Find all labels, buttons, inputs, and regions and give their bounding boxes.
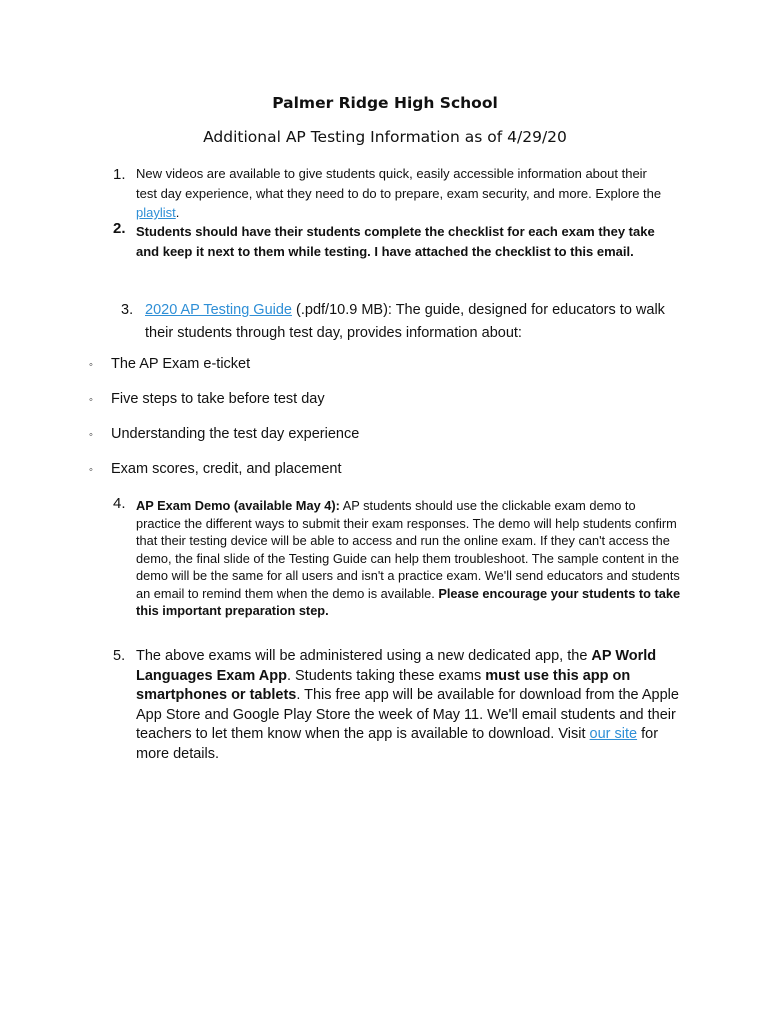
item-text: [136, 647, 684, 764]
document-subtitle: Additional AP Testing Information as of 4/29/20: [203, 128, 567, 146]
bullet-text: The AP Exam e-ticket: [111, 356, 251, 372]
app-requirement: must use this app on smartphones or tablets: [136, 667, 631, 703]
item-text: [136, 164, 664, 223]
app-text-2: . Students taking these exams: [286, 667, 486, 684]
app-text-3: . This free app will be available for download from the Apple App Store and Google Play Store the week of May 11. We'll email students and their teachers to let them know when the app is available to download. Visit: [136, 687, 679, 742]
item-number: 4.: [113, 495, 126, 512]
bullet-mark: ◦: [89, 464, 93, 476]
item-number: 1.: [113, 166, 126, 183]
demo-heading: AP Exam Demo (available May 4):: [136, 498, 340, 513]
item-number: 2.: [113, 220, 126, 237]
item-text-tail: (.pdf/10.9 MB): The guide, designed for educators to walk their students through test day, provides information about:: [145, 302, 665, 341]
item-text: Students should have their students complete the checklist for each exam they take and keep it next to them while testing. I have attached the checklist to this email.: [136, 224, 655, 259]
bullet-mark: ◦: [89, 429, 93, 441]
item-text-tail: .: [175, 205, 180, 220]
our-site-link[interactable]: our site: [589, 726, 638, 742]
bullet-text: Understanding the test day experience: [111, 426, 360, 442]
item-text-lead: New videos are available to give students quick, easily accessible information about their test day experience, what they need to do to prepare, exam security, and more. Explore the: [136, 166, 662, 201]
bullet-mark: ◦: [89, 359, 93, 371]
app-name: AP World Languages Exam App: [136, 648, 657, 684]
item-number: 3.: [121, 302, 134, 318]
item-text: [145, 299, 665, 345]
bullet-text: Five steps to take before test day: [111, 391, 325, 407]
document-title: Palmer Ridge High School: [272, 94, 498, 112]
demo-text: AP students should use the clickable exam demo to practice the different ways to submit their exam responses. The demo will help students confirm that their testing device will be able to access and run the online exam. If they can't access the demo, the final slide of the Testing Guide can help them troubleshoot. The sample content in the demo will be the same for all users and isn't a practice exam. We'll send educators and students an email to remind them when the demo is available.: [136, 498, 680, 601]
bullet-mark: ◦: [89, 394, 93, 406]
demo-callout: Please encourage your students to take this important preparation step.: [136, 585, 681, 618]
bullet-text: Exam scores, credit, and placement: [111, 461, 342, 477]
app-text-4: for more details.: [136, 726, 659, 762]
app-text-1: The above exams will be administered using a new dedicated app, the: [136, 648, 592, 664]
ap-testing-guide-link[interactable]: 2020 AP Testing Guide: [145, 302, 292, 318]
item-number: 5.: [113, 648, 126, 664]
item-text: [136, 497, 682, 620]
playlist-link[interactable]: playlist: [136, 205, 176, 220]
